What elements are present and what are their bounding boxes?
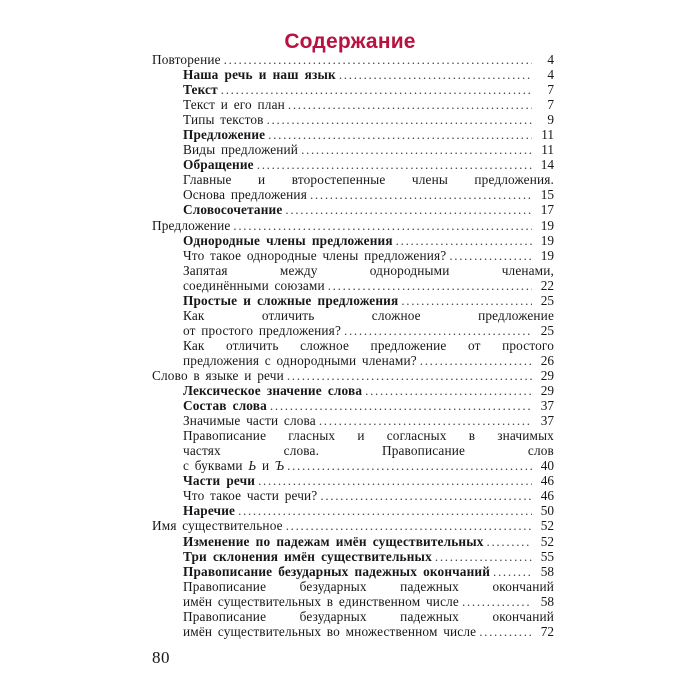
- toc-entry[interactable]: [152, 518, 554, 533]
- leader-dots: [267, 113, 532, 126]
- toc-entry[interactable]: [183, 549, 554, 564]
- toc-entry-label: предложения с однородными членами?: [183, 352, 417, 368]
- toc-entry-page-number: 46: [540, 473, 554, 489]
- page-title: Содержание: [284, 30, 416, 53]
- toc-entry-label: Предложение: [183, 127, 266, 143]
- leader-dots: [320, 489, 532, 502]
- leader-dots: [401, 294, 532, 307]
- toc-entry[interactable]: [183, 263, 554, 293]
- leader-dots: [287, 369, 532, 382]
- toc-entry-line: [183, 278, 554, 293]
- leader-dots: [479, 625, 532, 638]
- toc-entry-label: Простые и сложные предложения: [183, 292, 399, 308]
- toc-entry[interactable]: [183, 127, 554, 142]
- toc-entry-wrapped-line: Как отличить сложное предложение от простого: [183, 337, 554, 353]
- toc-entry[interactable]: [183, 202, 554, 217]
- toc-entry-page-number: 7: [547, 82, 554, 98]
- toc-entry-label: Основа предложения: [183, 187, 307, 203]
- italic-letter: Ь: [248, 458, 257, 474]
- leader-dots: [420, 354, 532, 367]
- toc-entry[interactable]: [183, 112, 554, 127]
- toc-entry[interactable]: [183, 172, 554, 202]
- toc-entry-label: Правописание безударных падежных окончаний: [183, 563, 491, 579]
- toc-entry-label: Виды предложений: [183, 142, 299, 158]
- toc-entry-line: [183, 187, 554, 202]
- leader-dots: [258, 474, 532, 487]
- toc-entry-line: [183, 127, 554, 142]
- toc-entry-line: [183, 142, 554, 157]
- toc-entry[interactable]: [183, 503, 554, 518]
- toc-entry-label: Предложение: [152, 217, 231, 233]
- toc-entry-line: [183, 67, 554, 82]
- leader-dots: [319, 414, 532, 427]
- toc-entry-page-number: 29: [540, 383, 554, 399]
- toc-entry-page-number: 50: [540, 503, 554, 519]
- toc-entry-page-number: 4: [547, 52, 554, 67]
- toc-entry-wrapped-line: Главные и второстепенные члены предложения.: [183, 172, 554, 188]
- toc-entry-label: от простого предложения?: [183, 322, 342, 338]
- leader-dots: [301, 143, 532, 156]
- toc-entry-page-number: 19: [540, 247, 554, 263]
- toc-entry-label: Наша речь и наш язык: [183, 67, 336, 83]
- toc-entry-page-number: 7: [547, 97, 554, 113]
- toc-entry-line: [183, 488, 554, 503]
- toc-entry-wrapped-line: Правописание безударных падежных окончаний: [183, 578, 554, 594]
- toc-entry-line: [183, 157, 554, 172]
- leader-dots: [221, 83, 532, 96]
- toc-entry-line: [183, 202, 554, 217]
- toc-entry[interactable]: [183, 609, 554, 639]
- leader-dots: [288, 98, 532, 111]
- toc-entry[interactable]: [152, 52, 554, 67]
- toc-entry[interactable]: [183, 308, 554, 338]
- toc-entry-page-number: 17: [540, 202, 554, 218]
- toc-entry-wrapped-line: Правописание безударных падежных окончаний: [183, 608, 554, 624]
- toc-entry-label: Значимые части слова: [183, 413, 316, 429]
- toc-entry-wrapped-line: Запятая между однородными членами,: [183, 262, 554, 278]
- toc-entry-label: Наречие: [183, 503, 236, 519]
- toc-entry-page-number: 22: [540, 277, 554, 293]
- leader-dots: [287, 459, 532, 472]
- toc-entry[interactable]: [183, 488, 554, 503]
- toc-entry-line: [183, 383, 554, 398]
- toc-entry-page-number: 25: [540, 322, 554, 338]
- toc-entry-page-number: 52: [540, 518, 554, 534]
- toc-entry-label: Имя существительное: [152, 518, 283, 534]
- leader-dots: [344, 324, 532, 337]
- toc-entry[interactable]: [183, 398, 554, 413]
- toc-entry-page-number: 11: [541, 127, 554, 143]
- leader-dots: [270, 399, 532, 412]
- toc-entry-line: [183, 82, 554, 97]
- italic-letter: Ъ: [274, 458, 285, 474]
- toc-entry-page-number: 25: [540, 292, 554, 308]
- toc-entry-page-number: 26: [540, 352, 554, 368]
- toc-entry-label: соединёнными союзами: [183, 277, 325, 293]
- leader-dots: [257, 158, 532, 171]
- toc-entry-page-number: 9: [547, 112, 554, 128]
- toc-entry[interactable]: [183, 82, 554, 97]
- toc-entry-line: [183, 594, 554, 609]
- toc-entry-wrapped-line: частях слова. Правописание слов: [183, 443, 554, 459]
- toc-entry-wrapped-line: Правописание гласных и согласных в значимых: [183, 428, 554, 444]
- toc-entry[interactable]: [183, 428, 554, 473]
- toc-entry-label: Однородные члены предложения: [183, 232, 393, 248]
- toc-entry-label: имён существительных во множественном числе: [183, 623, 477, 639]
- toc-entry[interactable]: [183, 338, 554, 368]
- toc-entry-line: [183, 473, 554, 488]
- toc-entry-label: Текст: [183, 82, 218, 98]
- toc-entry-line: [183, 293, 554, 308]
- leader-dots: [449, 249, 532, 262]
- toc-entry-page-number: 19: [540, 217, 554, 233]
- toc-entry[interactable]: [183, 383, 554, 398]
- toc-entry-page-number: 19: [540, 232, 554, 248]
- toc-entry-label: Что такое части речи?: [183, 488, 318, 504]
- toc-entry-label: Что такое однородные члены предложения?: [183, 247, 447, 263]
- leader-dots: [339, 68, 532, 81]
- toc-entry-line: [152, 218, 554, 233]
- toc-entry-page-number: 46: [540, 488, 554, 504]
- leader-dots: [310, 188, 532, 201]
- toc-entry-page-number: 29: [540, 367, 554, 383]
- toc-entry-page-number: 72: [540, 623, 554, 639]
- toc-entry-label: Части речи: [183, 473, 256, 489]
- toc-entry-label: Текст и его план: [183, 97, 285, 113]
- leader-dots: [365, 384, 532, 397]
- toc-entry-line: [152, 368, 554, 383]
- toc-entry-label: Лексическое значение слова: [183, 383, 363, 399]
- toc-entry-page-number: 58: [540, 563, 554, 579]
- toc-entry-line: [183, 503, 554, 518]
- toc-entry[interactable]: [183, 97, 554, 112]
- toc-entry-label: Повторение: [152, 52, 221, 67]
- toc-entry[interactable]: [183, 67, 554, 82]
- leader-dots: [396, 234, 532, 247]
- toc-entry-line: [183, 624, 554, 639]
- toc-entry-line: [183, 458, 554, 473]
- leader-dots: [462, 595, 532, 608]
- leader-dots: [285, 203, 532, 216]
- toc-entry-line: [152, 52, 554, 67]
- toc-entry[interactable]: [183, 142, 554, 157]
- leader-dots: [238, 504, 532, 517]
- toc-entry-page-number: 11: [541, 142, 554, 158]
- leader-dots: [268, 128, 532, 141]
- toc-entry-page-number: 58: [540, 593, 554, 609]
- toc-entry[interactable]: [183, 413, 554, 428]
- toc-entry-page-number: 40: [540, 458, 554, 474]
- toc-entry[interactable]: [183, 293, 554, 308]
- toc-entry-label: Типы текстов: [183, 112, 264, 128]
- toc-entry-label: Три склонения имён существительных: [183, 548, 432, 564]
- toc-entry-label: Состав слова: [183, 398, 267, 414]
- toc-entry-line: [183, 112, 554, 127]
- toc-entry-line: [183, 97, 554, 112]
- folio-page-number: 80: [152, 648, 170, 667]
- toc-entry-label: Обращение: [183, 157, 254, 173]
- toc-entry-label: Словосочетание: [183, 202, 283, 218]
- toc-entry-line: [183, 353, 554, 368]
- toc-entry-line: [183, 413, 554, 428]
- toc-entry-page-number: 14: [540, 157, 554, 173]
- toc-entry[interactable]: [183, 564, 554, 579]
- table-of-contents: [152, 52, 554, 639]
- leader-dots: [224, 53, 532, 66]
- toc-entry[interactable]: [183, 534, 554, 549]
- toc-entry-wrapped-line: Как отличить сложное предложение: [183, 307, 554, 323]
- toc-entry-page-number: 55: [540, 548, 554, 564]
- leader-dots: [233, 219, 532, 232]
- toc-entry-label: с буквами Ь и Ъ: [183, 458, 285, 474]
- toc-entry-line: [183, 323, 554, 338]
- toc-entry-page-number: 4: [547, 67, 554, 83]
- toc-entry-line: [152, 518, 554, 533]
- leader-dots: [435, 550, 532, 563]
- toc-entry[interactable]: [183, 579, 554, 609]
- toc-entry-line: [183, 233, 554, 248]
- toc-entry[interactable]: [183, 233, 554, 248]
- toc-entry[interactable]: [183, 157, 554, 172]
- leader-dots: [487, 535, 532, 548]
- toc-entry-line: [183, 549, 554, 564]
- toc-entry[interactable]: [183, 473, 554, 488]
- leader-dots: [493, 565, 532, 578]
- toc-entry[interactable]: [183, 248, 554, 263]
- toc-entry[interactable]: [152, 368, 554, 383]
- toc-entry-page-number: 37: [540, 413, 554, 429]
- toc-entry-line: [183, 248, 554, 263]
- toc-entry-page-number: 37: [540, 398, 554, 414]
- toc-entry[interactable]: [152, 218, 554, 233]
- toc-entry-line: [183, 398, 554, 413]
- toc-entry-label: Слово в языке и речи: [152, 367, 284, 383]
- leader-dots: [286, 519, 532, 532]
- toc-entry-line: [183, 564, 554, 579]
- toc-entry-page-number: 15: [540, 187, 554, 203]
- toc-entry-label: Изменение по падежам имён существительных: [183, 533, 484, 549]
- toc-entry-label: имён существительных в единственном числе: [183, 593, 459, 609]
- toc-entry-page-number: 52: [540, 533, 554, 549]
- toc-entry-line: [183, 534, 554, 549]
- leader-dots: [328, 279, 532, 292]
